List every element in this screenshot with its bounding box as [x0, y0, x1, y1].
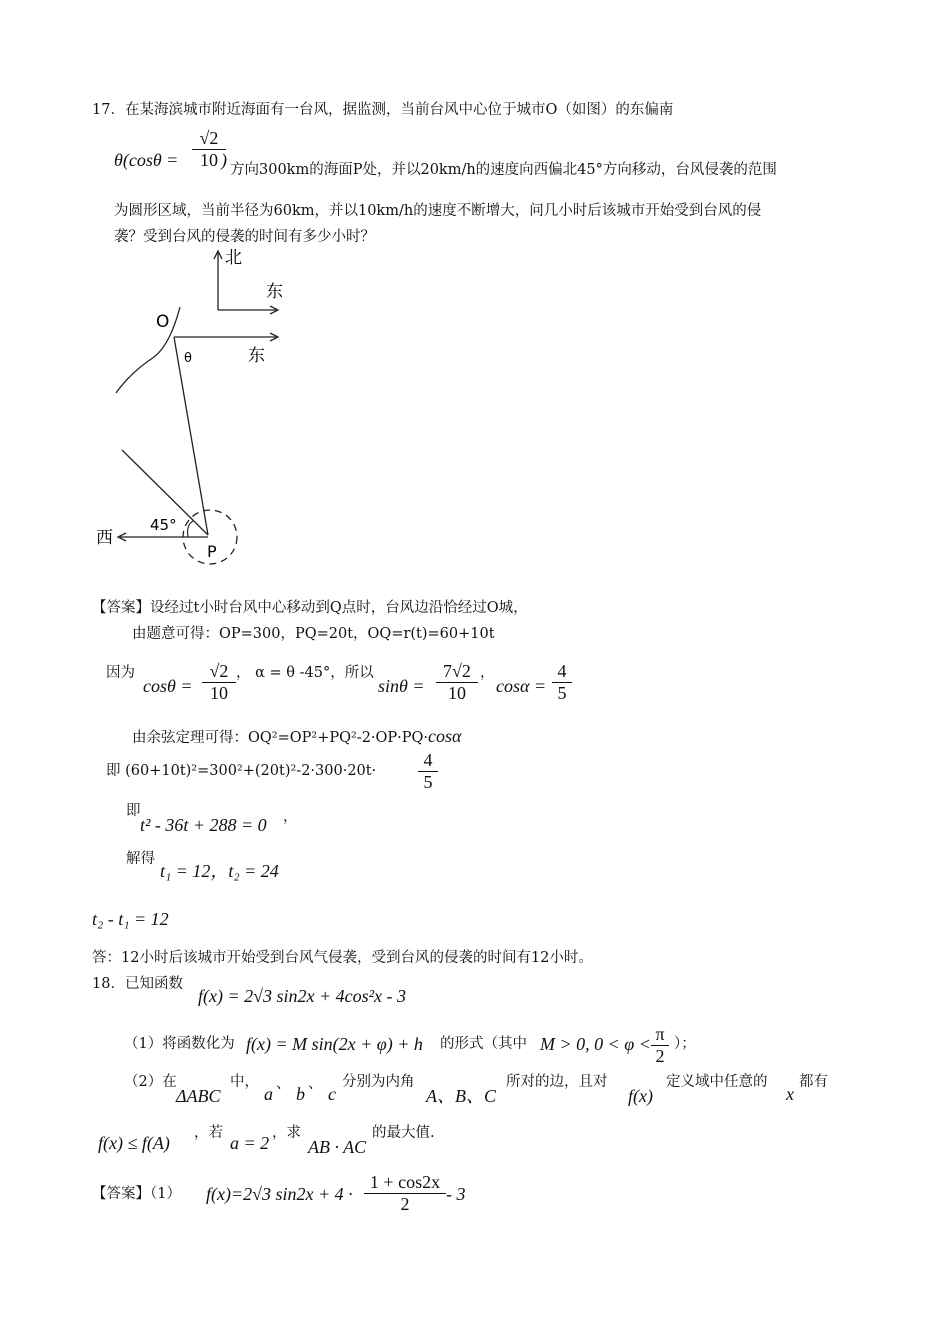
f-of-x: f(x) — [628, 1086, 653, 1106]
separator: 、 — [308, 1076, 323, 1092]
vector-dot-product: AB · AC — [308, 1137, 367, 1157]
fraction-numerator: 1 + cos2x — [364, 1172, 446, 1194]
north-label: 北 — [225, 248, 242, 268]
answer-tag: 【答案】 — [92, 600, 150, 616]
law-of-cosines: 由余弦定理可得：OQ²=OP²+PQ²-2·OP·PQ· — [132, 730, 429, 746]
answer18-expr1: f(x)=2√3 sin2x + 4 · — [206, 1184, 353, 1204]
side-b: b — [296, 1084, 305, 1104]
variable-x: x — [786, 1084, 794, 1104]
problem18-p3b: ，求 — [272, 1125, 301, 1141]
answer17-a6-label: 即 — [126, 803, 141, 819]
fraction-denominator: 10 — [200, 150, 218, 170]
fraction-denominator: 5 — [423, 772, 433, 792]
problem18-p2a: （2）在 — [124, 1074, 177, 1090]
answer17-a2: 由题意可得：OP=300，PQ=20t，OQ=r(t)=60+10t — [132, 626, 495, 642]
angle-arc — [188, 521, 193, 537]
answer18-expr2: - 3 — [446, 1184, 466, 1204]
answer17-a4 — [132, 726, 462, 748]
quadratic-equation: t² - 36t + 288 = 0 — [140, 815, 267, 835]
because-label: 因为 — [106, 665, 135, 681]
answer18-part: （1） — [150, 1186, 181, 1202]
problem17-line3: 为圆形区域，当前半径为60km，并以10km/h的速度不断增大，问几小时后该城市开始受到台风的侵 — [114, 203, 762, 219]
comma: ， — [480, 665, 495, 681]
function-definition: f(x) = 2√3 sin2x + 4cos²x - 3 — [198, 986, 407, 1006]
fraction-numerator: √2 — [202, 661, 236, 683]
close-paren: ) — [221, 150, 227, 170]
triangle-ABC: ΔABC — [176, 1086, 221, 1106]
cos-alpha-inline: cosα — [428, 726, 462, 746]
problem18-p1a: （1）将函数化为 — [124, 1036, 235, 1052]
angles-ABC: A、B、C — [426, 1086, 496, 1106]
fraction-numerator: 4 — [552, 661, 572, 683]
fraction-denominator: 2 — [655, 1046, 665, 1066]
fraction-numerator: √2 — [192, 128, 226, 150]
side-a: a — [264, 1084, 273, 1104]
answer-tag: 【答案】 — [92, 1186, 150, 1202]
fraction-pi-over-2 — [651, 1024, 669, 1067]
problem18-p3c: 的最大值. — [372, 1125, 435, 1141]
answer17-line1 — [92, 600, 528, 617]
east-label-small: 东 — [266, 282, 283, 302]
problem18-p2e: 定义域中任意的 — [666, 1074, 768, 1090]
line-OP — [174, 337, 208, 535]
solutions: t₁ = 12，t₂ = 24 — [160, 861, 279, 881]
problem17-line2: 方向300km的海面P处，并以20km/h的速度向西偏北45°方向移动，台风侵袭的范围 — [230, 162, 777, 178]
problem18-p2c: 分别为内角 — [342, 1074, 415, 1090]
typhoon-diagram — [90, 245, 310, 575]
east-label: 东 — [248, 346, 265, 366]
answer18-tag — [92, 1186, 181, 1203]
fraction-four-fifths — [418, 750, 438, 793]
theta-cos-prefix: θ(cosθ = — [114, 150, 179, 170]
west-label: 西 — [96, 528, 113, 548]
problem18-p1c: ）； — [674, 1036, 696, 1052]
fraction-denominator: 10 — [210, 683, 228, 703]
fraction-denominator: 10 — [448, 683, 466, 703]
inequality: f(x) ≤ f(A) — [98, 1133, 170, 1153]
a-equals-2: a = 2 — [230, 1133, 270, 1153]
problem17-line4: 袭？受到台风的侵袭的时间有多少小时？ — [114, 229, 375, 245]
cos-theta: cosθ = — [143, 676, 193, 696]
fraction-numerator: 4 — [418, 750, 438, 772]
answer17-a1: 设经过t小时台风中心移动到Q点时，台风边沿恰经过O城， — [150, 600, 528, 616]
fraction-denominator: 5 — [557, 683, 567, 703]
fraction-numerator: π — [651, 1024, 669, 1046]
cos-alpha: cosα = — [496, 676, 547, 696]
problem18-p1b: 的形式（其中 — [440, 1036, 527, 1052]
point-O-label: O — [156, 312, 170, 332]
problem18-line1: 18．已知函数 — [92, 976, 183, 992]
problem18-p2b: 中， — [230, 1074, 259, 1090]
fraction-sin-theta — [436, 661, 478, 704]
problem18-p3a: ，若 — [194, 1125, 223, 1141]
point-P-label: P — [207, 542, 217, 561]
sin-theta: sinθ = — [378, 676, 425, 696]
fraction-numerator: 7√2 — [436, 661, 478, 683]
target-form: f(x) = M sin(2x + φ) + h — [246, 1034, 423, 1054]
fraction-cos-theta — [202, 661, 236, 704]
separator: 、 — [276, 1076, 291, 1092]
side-c: c — [328, 1084, 336, 1104]
alpha-definition: ， α = θ -45°，所以 — [236, 665, 374, 681]
angle-label: 45° — [150, 516, 177, 534]
fraction-cos-alpha — [552, 661, 572, 704]
fraction-denominator: 2 — [400, 1194, 410, 1214]
answer17-a6-end: ， — [283, 809, 298, 825]
problem17-line1: 17．在某海滨城市附近海面有一台风，据监测，当前台风中心位于城市O（如图）的东偏南 — [92, 102, 674, 118]
time-difference: t₂ - t₁ = 12 — [92, 909, 169, 929]
coastline — [116, 307, 180, 393]
fraction-half-angle — [364, 1172, 446, 1215]
theta-label: θ — [184, 351, 192, 366]
problem18-p2d: 所对的边，且对 — [506, 1074, 608, 1090]
answer17-conclusion: 答：12小时后该城市开始受到台风气侵袭，受到台风的侵袭的时间有12小时。 — [92, 950, 593, 966]
answer17-a5: 即 (60+10t)²=300²+(20t)²-2·300·20t· — [106, 763, 377, 779]
parameter-conditions: M > 0, 0 < φ < — [540, 1034, 651, 1054]
problem18-p2f: 都有 — [799, 1074, 828, 1090]
answer17-a7-label: 解得 — [126, 851, 155, 867]
